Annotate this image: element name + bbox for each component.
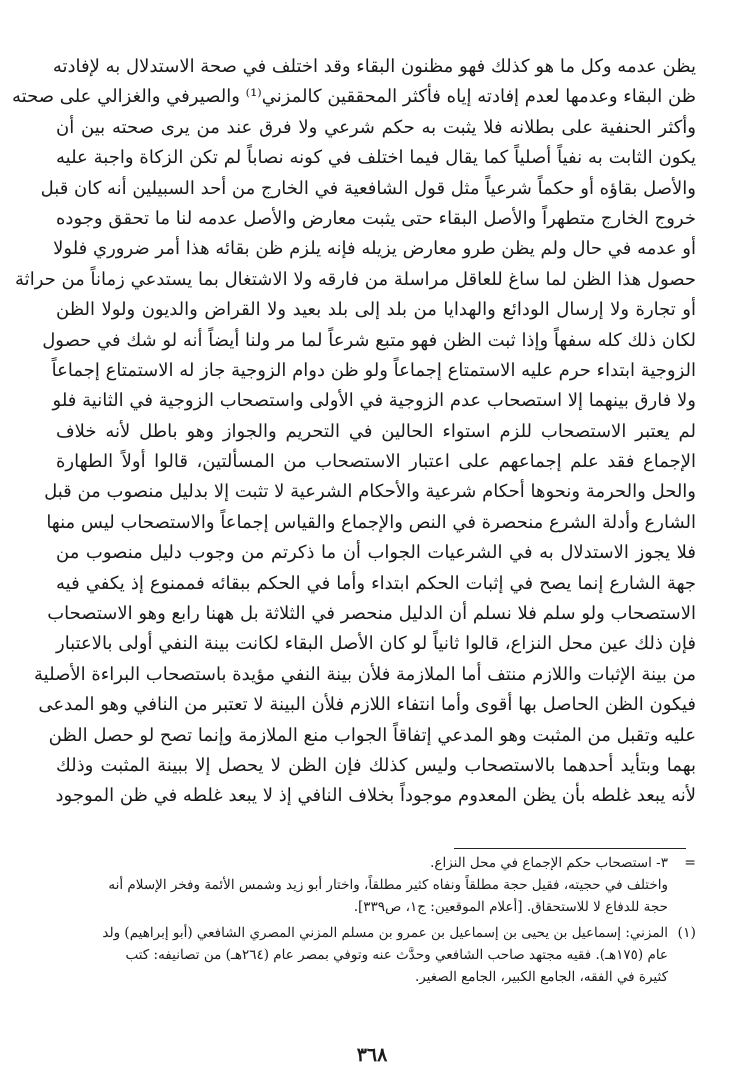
text-line: أو تجارة ولا إرسال الودائع والهدايا من بلد إلى بلد بعيد ولا القراض والديون ولولا الظن xyxy=(56,299,696,321)
text-line: لكان ذلك كله سفهاً وإذا ثبت الظن فهو متبع شرعاً لما مر ولنا أيضاً أنه لو شك في حصول xyxy=(42,329,696,351)
footnote-continuation-body xyxy=(56,852,668,918)
text-line: الزوجية ابتداء حرم عليه الاستمتاع إجماعاً ولو ظن دوام الزوجية جاز له الاستمتاع إجماعاً xyxy=(51,359,696,381)
footnote-line: عام (١٧٥هـ). فقيه مجتهد صاحب الشافعي وحدَّث عنه وتوفي بمصر عام (٢٦٤هـ) من تصانيفه: كتب xyxy=(125,947,668,963)
main-text-body xyxy=(12,52,696,812)
text-line: فيكون الظن الحاصل بها أقوى وأما انتفاء اللازم فلأن البينة لا تعتبر من النافي وهو المدعى xyxy=(38,694,696,716)
footnote-line: واختلف في حجيته، فقيل حجة مطلقاً ونفاه كثير مطلقاً، واختار أبو زيد وشمس الأئمة وفخر الإسلام أنه xyxy=(108,877,668,893)
footnote-1 xyxy=(56,922,696,988)
text-line: عليه وتقبل من المثبت وهو المدعي إتفاقاً الجواب منع الملازمة وإنما تصح لو حصل الظن xyxy=(48,724,696,746)
text-line: والحل والحرمة ونحوها أحكام شرعية والأحكام الشرعية لا تثبت إلا بدليل منصوب من قبل xyxy=(44,481,696,503)
text-line: حصول هذا الظن لما ساغ للعاقل مراسلة من فارقه ولا الاشتغال بما يستدعي زماناً من حراثة xyxy=(15,268,696,290)
text-line: الاستصحاب ولو سلم فلا نسلم أن الدليل منحصر في الثلاثة بل ههنا رابع وهو الاستصحاب xyxy=(47,603,696,625)
footnote-continuation xyxy=(56,852,696,918)
text-line: الإجماع فقد علم إجماعهم على اعتبار الاستصحاب من المسألتين، قالوا أولاً الطهارة xyxy=(56,451,696,473)
text-line: يظن عدمه وكل ما هو كذلك فهو مظنون البقاء وقد اختلف في صحة الاستدلال به لإفادته xyxy=(52,56,696,77)
text-line: الشارع وأدلة الشرع منحصرة في النص والإجماع والقياس إجماعاً والاستصحاب ليس منها xyxy=(46,511,696,533)
text-line: من بينة الإثبات واللازم منتف أما الملازمة فلأن بينة النفي مؤيدة باستصحاب البراءة الأصلية xyxy=(34,663,696,685)
footnote-1-body xyxy=(56,922,668,988)
text-line: والأصل بقاؤه أو حكماً شرعياً مثل قول الشافعية في الخارج من أحد السبيلين أنه كان قبل xyxy=(40,177,696,199)
text-line: لأنه يبعد غلطه بأن يظن المعدوم موجوداً بخلاف النافي إذ لا يبعد غلطه في ظن الموجود xyxy=(55,785,696,807)
footnote-line: حجة للدفاع لا للاستحقاق. [أعلام الموقعين: ج١، ص٣٣٩]. xyxy=(353,899,668,915)
text-line: ولا فارق بينهما إلا استصحاب عدم الزوجية في الأولى واستصحاب الزوجية في الثانية فلو xyxy=(52,390,696,412)
text-line: أو عدمه في حال ولم يظن طرو معارض يزيله فإنه يلزم ظن بقائه هذا أمر ضروري فلولا xyxy=(53,238,696,260)
text-line: ظن البقاء وعدمها لعدم إفادته إياه فأكثر المحققين كالمزني⁽¹⁾ والصيرفي والغزالي على صحته xyxy=(12,86,696,108)
footnote-1-marker: (١) xyxy=(677,925,696,941)
footnote-line: المزني: إسماعيل بن يحيى بن إسماعيل بن عمرو بن مسلم المزني المصري الشافعي (أبو إبراهيم) ولد xyxy=(102,925,668,941)
text-line: لم يعتبر الاستصحاب للزم استواء الحالين في التحريم والجواز وهو باطل لأنه خلاف xyxy=(56,420,696,442)
text-line: فإن ذلك عين محل النزاع، قالوا ثانياً لو كان الأصل البقاء لكانت بينة النفي أولى بالاعتبار xyxy=(56,633,696,655)
text-line: خروج الخارج متطهراً والأصل البقاء حتى يثبت معارض والأصل عدمه لنا ما تحقق وجوده xyxy=(56,207,696,229)
footnote-continuation-marker: = xyxy=(684,855,696,871)
footnote-separator xyxy=(454,848,686,849)
footnote-line: ٣- استصحاب حكم الإجماع في محل النزاع. xyxy=(430,855,668,871)
footnotes-section xyxy=(56,852,696,992)
text-line: يكون الثابت به نفياً أصلياً كما يقال فيما اختلف في كونه نصاباً لم تكن الزكاة واجبة عليه xyxy=(56,147,696,169)
text-line: جهة الشارع إنما يصح في إثبات الحكم ابتداء وأما في الحكم ببقائه فممنوع إذ يكفي فيه xyxy=(56,572,696,594)
page-number: ٣٦٨ xyxy=(356,1044,388,1066)
text-line: وأكثر الحنفية على بطلانه فلا يثبت به حكم شرعي ولا فرق عند من يرى صحته بين أن xyxy=(56,116,696,138)
text-line: بهما وبتأيد أحدهما بالاستصحاب وليس كذلك فإن الظن لا يحصل إلا ببينة المثبت وذلك xyxy=(56,754,696,776)
footnote-line: كثيرة في الفقه، الجامع الكبير، الجامع الصغير. xyxy=(414,969,668,985)
text-line: فلا يجوز الاستدلال به في الشرعيات الجواب أن ما ذكرتم من وجوب دليل منصوب من xyxy=(56,542,696,564)
